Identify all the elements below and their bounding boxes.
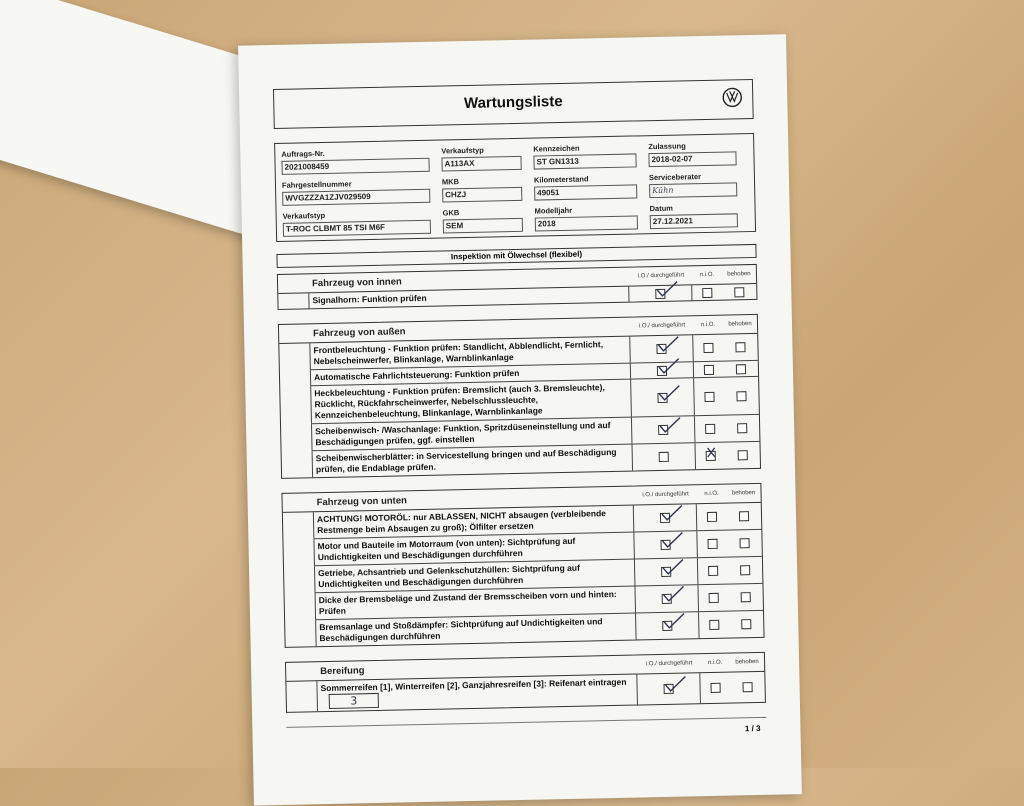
column-behoben-header: behoben <box>735 658 759 666</box>
checkbox-nio[interactable] <box>711 683 721 693</box>
checklist-item-text <box>310 380 632 424</box>
checklist-item-label: Scheibenwisch- /Waschanlage: Funktion, Spritzdüseneinstellung und auf Beschädigungen prüfen, ggf. einstellen <box>315 420 611 448</box>
checkbox-beh[interactable] <box>741 619 751 629</box>
header-field <box>282 178 430 206</box>
checkbox-cell-nio <box>694 362 724 378</box>
handwritten-check-icon <box>663 674 687 692</box>
checklist-section <box>277 264 758 310</box>
checklist-item-label: Sommerreifen [1], Winterreifen [2], Ganzjahresreifen [3]: Reifenart eintragen <box>320 676 627 694</box>
vw-logo-icon <box>722 87 742 107</box>
checklist-item-label: Motor und Bauteile im Motorraum (von unten): Sichtprüfung auf Undichtigkeiten und Beschädigungen durchführen <box>317 535 576 563</box>
checklist-item-label: Bremsanlage und Stoßdämpfer: Sichtprüfung auf Undichtigkeiten und Beschädigungen durchführen <box>319 616 603 644</box>
checkbox-cell-io <box>637 673 701 704</box>
header-field-label: Datum <box>649 203 673 214</box>
checkbox-beh[interactable] <box>736 391 746 401</box>
checklist-item-label: Dicke der Bremsbeläge und Zustand der Bremsscheiben vorn und hinten: Prüfen <box>318 588 617 617</box>
column-io-header: i.O./ durchgeführt <box>645 660 693 668</box>
inspection-title: Inspektion mit Ölwechsel (flexibel) <box>276 244 756 268</box>
checkbox-cell-beh <box>724 361 758 377</box>
checkbox-beh[interactable] <box>743 682 753 692</box>
header-field-value[interactable]: CHZJ <box>442 187 522 203</box>
header-field <box>649 202 738 229</box>
checkbox-beh[interactable] <box>741 592 751 602</box>
checkbox-cell-nio <box>694 378 725 416</box>
header-field-label: GKB <box>442 208 460 218</box>
page-number: 1 / 3 <box>744 723 761 734</box>
checkbox-beh[interactable] <box>736 364 746 374</box>
checklist-section <box>285 652 766 713</box>
handwritten-check-icon <box>656 335 680 353</box>
checklist-item-label: Automatische Fahrlichtsteuerung: Funktion prüfen <box>313 367 520 383</box>
checklist-section <box>281 483 764 648</box>
column-behoben-header: behoben <box>727 271 751 278</box>
checkbox-cell-beh <box>728 584 763 611</box>
checkbox-nio[interactable] <box>705 424 715 434</box>
header-field-value[interactable]: 27.12.2021 <box>650 213 738 229</box>
checkbox-io[interactable] <box>657 365 667 375</box>
checkbox-cell-io <box>632 416 696 443</box>
checkbox-io[interactable] <box>661 540 671 550</box>
checkbox-nio[interactable] <box>706 451 716 461</box>
checkbox-beh[interactable] <box>739 511 749 521</box>
checklist-item-text <box>315 614 636 647</box>
checklist-section <box>278 314 761 479</box>
tire-type-entry-field[interactable]: 3 <box>329 693 379 709</box>
checkbox-cell-io <box>632 443 696 470</box>
header-field-label: Kilometerstand <box>533 174 589 185</box>
checkbox-cell-beh <box>725 442 760 469</box>
checkbox-beh[interactable] <box>739 538 749 548</box>
checkbox-cell-beh <box>722 284 756 300</box>
checkbox-io[interactable] <box>661 567 671 577</box>
checklist-item-label: Heckbeleuchtung - Funktion prüfen: Bremslicht (auch 3. Bremsleuchte), Rücklicht, Rückfahrscheinwerfer, Nebelschlussleuchte, Kennzeichenbeleuchtung, Blinkanlage, Warnblinkanlage <box>314 382 605 421</box>
checkbox-io[interactable] <box>656 344 666 354</box>
header-field <box>534 173 638 200</box>
checklist-item-label: Frontbeleuchtung - Funktion prüfen: Standlicht, Abblendlicht, Fernlicht, Nebelscheinwerfer, Blinkanlage, Warnblinkanlage <box>313 339 604 367</box>
checkbox-beh[interactable] <box>735 342 745 352</box>
checkbox-io[interactable] <box>658 425 668 435</box>
checkbox-io[interactable] <box>655 288 665 298</box>
header-field-value[interactable]: 2018-02-07 <box>648 151 736 167</box>
checkbox-cell-beh <box>725 415 760 442</box>
column-nio-header: n.i.O. <box>704 490 719 498</box>
checkbox-nio[interactable] <box>704 391 714 401</box>
column-nio-header: n.i.O. <box>699 271 715 279</box>
header-field <box>649 171 738 198</box>
header-field-label: Modelljahr <box>534 205 573 216</box>
checkbox-io[interactable] <box>660 513 670 523</box>
section-title: Fahrzeug von innen <box>311 275 402 289</box>
header-field <box>534 204 638 231</box>
header-field-value[interactable]: 2021008459 <box>281 158 429 175</box>
header-field-label: Auftrags-Nr. <box>281 148 325 159</box>
column-io-header: i.O./ durchgeführt <box>638 322 686 330</box>
checkbox-cell-nio <box>698 558 729 585</box>
column-io-header: i.O./ durchgeführt <box>637 272 685 280</box>
header-field <box>443 207 524 234</box>
header-field-label: Serviceberater <box>648 172 702 183</box>
vehicle-info-grid <box>274 133 756 242</box>
checkbox-cell-nio <box>695 443 726 470</box>
section-title: Bereifung <box>320 664 365 677</box>
handwritten-check-icon <box>658 416 682 434</box>
checkbox-cell-nio <box>695 416 726 443</box>
checkbox-beh[interactable] <box>740 565 750 575</box>
checkbox-nio[interactable] <box>709 620 719 630</box>
header-field <box>283 209 431 237</box>
checkbox-io[interactable] <box>664 684 674 694</box>
checkbox-cell-nio <box>693 335 724 362</box>
maintenance-form-page <box>238 34 802 805</box>
header-field <box>442 176 523 203</box>
checkbox-cell-io <box>635 558 699 585</box>
checklist-item-label: Scheibenwischerblätter: in Servicestellung bringen und auf Beschädigung prüfen, die Endablage prüfen. <box>315 446 617 475</box>
checkbox-io[interactable] <box>662 621 672 631</box>
handwritten-check-icon <box>660 530 684 548</box>
handwritten-check-icon <box>662 611 686 629</box>
header-field-value[interactable]: SEM <box>443 218 523 234</box>
checkbox-nio[interactable] <box>707 512 717 522</box>
checkbox-cell-beh <box>730 672 765 703</box>
checkbox-cell-nio <box>692 285 722 301</box>
checkbox-cell-io <box>634 531 698 558</box>
checkbox-nio[interactable] <box>709 593 719 603</box>
handwritten-check-icon <box>661 557 685 575</box>
header-field <box>648 140 737 167</box>
checkbox-cell-nio <box>698 585 729 612</box>
header-field <box>533 142 637 169</box>
section-title: Fahrzeug von außen <box>312 325 406 339</box>
header-field-value[interactable]: 2018 <box>535 215 638 231</box>
checkbox-cell-beh <box>729 611 764 638</box>
checkbox-cell-beh <box>727 530 762 557</box>
header-field-label: Verkaufstyp <box>282 210 326 221</box>
header-field-value[interactable]: T-ROC CLBMT 85 TSI M6F <box>283 220 431 237</box>
checkbox-io[interactable] <box>659 452 669 462</box>
checklist-item-text <box>312 445 633 478</box>
header-field-label: Fahrgestellnummer <box>281 179 352 190</box>
checkbox-cell-beh <box>723 334 758 361</box>
checkbox-beh[interactable] <box>737 423 747 433</box>
handwritten-check-icon <box>657 383 681 401</box>
checkbox-cell-io <box>630 335 694 362</box>
header-field <box>441 145 522 172</box>
checklist-sections <box>277 264 766 713</box>
checkbox-cell-io <box>631 362 694 378</box>
checkbox-cell-io <box>634 504 698 531</box>
column-behoben-header: behoben <box>728 321 752 328</box>
checkbox-io[interactable] <box>657 392 667 402</box>
checkbox-nio[interactable] <box>703 343 713 353</box>
checkbox-cell-io <box>635 585 699 612</box>
header-field <box>281 147 429 175</box>
checkbox-cell-beh <box>728 557 763 584</box>
header-field-label: Verkaufstyp <box>441 145 484 156</box>
form-title-box <box>273 79 754 129</box>
header-field-value[interactable]: ST GN1313 <box>533 153 636 169</box>
checklist-item-label: Getriebe, Achsantrieb und Gelenkschutzhüllen: Sichtprüfung auf Undichtigkeiten und Beschädigungen durchführen <box>318 562 580 590</box>
handwritten-check-icon <box>661 584 685 602</box>
checkbox-cell-nio <box>700 673 731 704</box>
handwritten-check-icon <box>660 504 684 522</box>
checkbox-cell-nio <box>697 531 728 558</box>
header-field-value[interactable]: WVGZZZA1ZJV029509 <box>282 189 430 206</box>
checkbox-cell-io <box>636 612 700 639</box>
column-nio-header: n.i.O. <box>707 659 723 667</box>
checkbox-nio[interactable] <box>708 566 718 576</box>
checkbox-nio[interactable] <box>702 287 712 297</box>
checkbox-nio[interactable] <box>704 364 714 374</box>
checkbox-beh[interactable] <box>734 287 744 297</box>
checkbox-cell-beh <box>727 503 762 530</box>
column-nio-header: n.i.O. <box>700 321 716 329</box>
header-field-value[interactable]: A113AX <box>441 156 521 172</box>
form-title: Wartungsliste <box>463 92 563 113</box>
checkbox-cell-io <box>631 378 695 416</box>
section-title: Fahrzeug von unten <box>316 494 407 508</box>
header-field-label: Zulassung <box>648 141 686 152</box>
checklist-item-label: ACHTUNG! MOTORÖL: nur ABLASSEN, NICHT absaugen (verbleibende Restmenge beim Absaugen zu groß); Ölfilter ersetzen <box>316 508 607 536</box>
checkbox-io[interactable] <box>662 594 672 604</box>
checkbox-cell-io <box>629 285 692 301</box>
column-io-header: i.O./ durchgeführt <box>642 491 689 499</box>
column-behoben-header: behoben <box>731 490 756 497</box>
checkbox-cell-beh <box>724 377 759 415</box>
checklist-item-label: Signalhorn: Funktion prüfen <box>312 292 427 306</box>
header-field-value[interactable]: 49051 <box>534 184 637 200</box>
checkbox-cell-nio <box>697 504 728 531</box>
checklist-item-text <box>316 675 638 712</box>
header-field-value[interactable]: Kühn <box>649 182 737 198</box>
checkbox-cell-nio <box>699 612 730 639</box>
header-field-label: MKB <box>441 177 460 187</box>
header-field-label: Kennzeichen <box>533 143 580 154</box>
checkbox-beh[interactable] <box>738 450 748 460</box>
checkbox-nio[interactable] <box>707 539 717 549</box>
